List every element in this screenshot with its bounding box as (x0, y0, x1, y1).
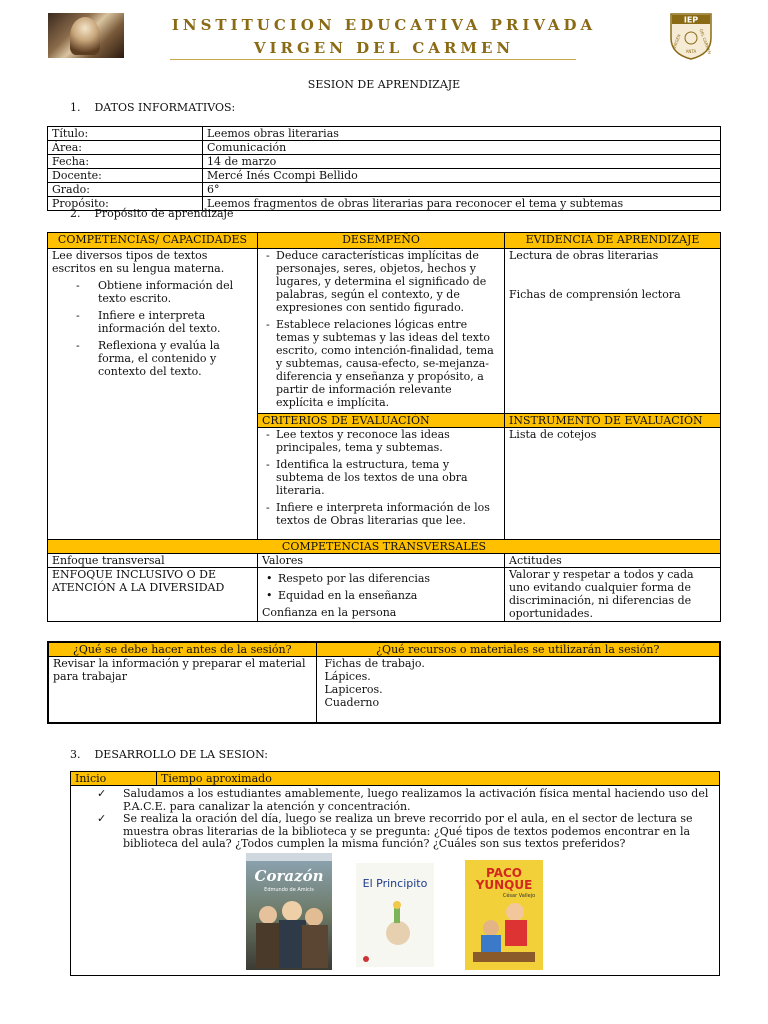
antes-answer: Revisar la información y preparar el material para trabajar (48, 657, 316, 723)
material-item: Cuaderno (324, 696, 380, 709)
instrumento-header: INSTRUMENTO DE EVALUACIÓN (505, 414, 721, 428)
logo-iep: IEP (683, 15, 699, 25)
transversales-header: COMPETENCIAS TRANSVERSALES (48, 540, 721, 554)
session-title: SESION DE APRENDIZAJE (307, 78, 461, 91)
evidencia-cell (505, 249, 721, 414)
school-logo (668, 12, 714, 60)
book-corazon-title: Corazón (254, 867, 324, 885)
book-paco-author: César Vallejo (502, 893, 536, 899)
desarrollo-heading: 3. DESARROLLO DE LA SESION: (70, 748, 269, 761)
competencia-text: Lee diversos tipos de textos escritos en su lengua materna. (52, 249, 225, 275)
enfoque-label: Enfoque transversal (48, 554, 258, 568)
datos-table (47, 126, 721, 211)
criterio-item: - Identifica la estructura, tema y subtema de los textos de una obra literaria. (276, 458, 500, 497)
capacidad-item: - Obtiene información del texto escrito. (98, 279, 253, 305)
valor-item: • Equidad en la enseñanza (278, 589, 500, 602)
valores-label: Valores (258, 554, 505, 568)
logo-del-carmen: DEL CARMEN (698, 28, 713, 55)
desarrollo-list (75, 788, 715, 851)
material-item: Lapiceros. (324, 683, 383, 696)
criterio-item: - Infiere e interpreta información de los textos de Obras literarias que lee. (276, 501, 500, 527)
proposito-heading: 2. Propósito de aprendizaje (70, 207, 234, 220)
desempeno-cell (258, 249, 505, 414)
evidencia-item: Fichas de comprensión lectora (509, 288, 681, 301)
recursos-question: ¿Qué recursos o materiales se utilizarán la sesión? (316, 642, 720, 657)
book-principito-title: El Principito (362, 877, 428, 890)
header-divider (170, 59, 576, 60)
logo-virgen: VIRGEN (671, 33, 682, 50)
criterios-header: CRITERIOS DE EVALUACIÓN (258, 414, 505, 428)
capacidad-item: - Reflexiona y evalúa la forma, el contenido y contexto del texto. (98, 339, 253, 378)
criterio-item: - Lee textos y reconoce las ideas principales, tema y subtemas. (276, 428, 500, 454)
enfoque-cell: ENFOQUE INCLUSIVO O DE ATENCIÓN A LA DIVERSIDAD (48, 568, 258, 622)
book-paco-title1: PACO (486, 866, 522, 880)
logo-anta: ANTA (685, 49, 697, 54)
institution-name: INSTITUCION EDUCATIVA PRIVADA (171, 16, 597, 34)
datos-row-grado: Grado: 6° (48, 183, 721, 197)
book-el-principito (356, 863, 434, 967)
datos-row-area: Área: Comunicación (48, 141, 721, 155)
valor-item: • Respeto por las diferencias (278, 572, 500, 585)
book-corazon (246, 853, 332, 970)
capacidad-item: - Infiere e interpreta información del texto. (98, 309, 253, 335)
tiempo-label: Tiempo aproximado (157, 772, 720, 786)
desempeno-header: DESEMPEÑO (258, 233, 505, 249)
capacidades-list (52, 279, 253, 378)
competencias-header: COMPETENCIAS/ CAPACIDADES (48, 233, 258, 249)
desarrollo-item: ✓ Se realiza la oración del día, luego se realiza un breve recorrido por el aula, en el sector de lectura se muestra obras literarias de la biblioteca y se pregunta: ¿Qué tipos de textos podemos encontrar en la biblioteca del aula? ¿Todos cumplen la misma función? ¿Cuáles son sus textos preferidos? (123, 813, 715, 851)
datos-row-proposito: Propósito: Leemos fragmentos de obras literarias para reconocer el tema y subtemas (48, 197, 721, 211)
material-item: Fichas de trabajo. (324, 657, 425, 670)
desempeno-item: - Deduce características implícitas de personajes, seres, objetos, hechos y lugares, y determina el significado de palabras, según el contexto, y de expresiones con sentido figurado. (276, 249, 500, 314)
book-corazon-author: Edmundo de Amicis (264, 887, 314, 893)
evidencia-header: EVIDENCIA DE APRENDIZAJE (505, 233, 721, 249)
book-paco-yunque (465, 860, 543, 970)
instrumento-cell: Lista de cotejos (505, 428, 721, 540)
book-paco-title2: YUNQUE (475, 878, 533, 892)
antes-table (47, 641, 721, 724)
desempeno-list (262, 249, 500, 409)
valores-cell (258, 568, 505, 622)
actitudes-label: Actitudes (505, 554, 721, 568)
criterios-list (262, 428, 500, 527)
datos-row-titulo: Título: Leemos obras literarias (48, 127, 721, 141)
inicio-label: Inicio (71, 772, 157, 786)
desempeno-item: - Establece relaciones lógicas entre temas y subtemas y las ideas del texto escrito, como intención-finalidad, tema y subtemas, causa-efecto, se-mejanza-diferencia y enseñanza y propósito, a partir de información relevante explícita e implícita. (276, 318, 500, 409)
proposito-table (47, 232, 721, 622)
criterios-cell (258, 428, 505, 540)
datos-row-docente: Docente: Mercé Inés Ccompi Bellido (48, 169, 721, 183)
datos-heading: 1. DATOS INFORMATIVOS: (70, 101, 236, 114)
actitudes-cell: Valorar y respetar a todos y cada uno evitando cualquier forma de discriminación, ni diferencias de oportunidades. (505, 568, 721, 622)
desarrollo-item: ✓ Saludamos a los estudiantes amablemente, luego realizamos la activación física mental haciendo uso del P.A.C.E. para canalizar la atención y concentración. (123, 788, 715, 813)
evidencia-item: Lectura de obras literarias (509, 249, 659, 262)
institution-subname: VIRGEN DEL CARMEN (253, 39, 515, 57)
datos-row-fecha: Fecha: 14 de marzo (48, 155, 721, 169)
valor-extra: Confianza en la persona (262, 606, 397, 619)
material-item: Lápices. (324, 670, 371, 683)
antes-question: ¿Qué se debe hacer antes de la sesión? (48, 642, 316, 657)
materiales-cell (316, 657, 720, 723)
competencias-cell (48, 249, 258, 540)
valores-list (262, 572, 500, 602)
